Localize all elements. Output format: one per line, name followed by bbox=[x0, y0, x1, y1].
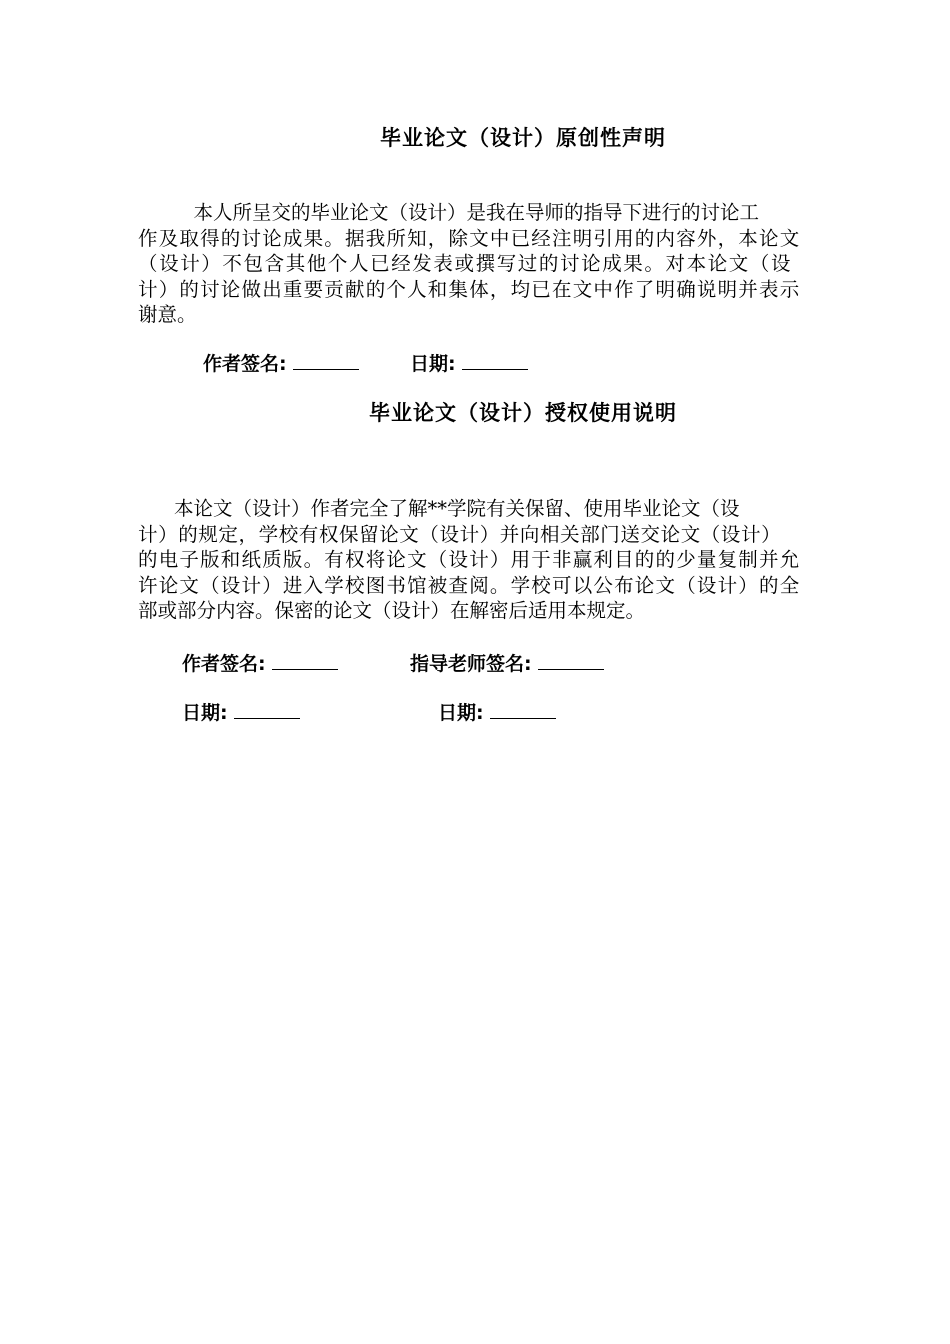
authorization-line: 计）的规定，学校有权保留论文（设计）并向相关部门送交论文（设计） bbox=[138, 522, 782, 546]
date-blank[interactable] bbox=[234, 704, 300, 719]
declaration-line: （设计）不包含其他个人已经发表或撰写过的讨论成果。对本论文（设 bbox=[138, 252, 793, 275]
date-label: 日期: bbox=[182, 702, 228, 724]
date-blank[interactable] bbox=[462, 355, 528, 370]
authorization-line: 部或部分内容。保密的论文（设计）在解密后适用本规定。 bbox=[138, 599, 646, 622]
authorization-advisor-signature bbox=[410, 649, 604, 676]
date-blank[interactable] bbox=[490, 704, 556, 719]
advisor-signature-label: 指导老师签名: bbox=[410, 653, 532, 675]
declaration-line: 谢意。 bbox=[138, 303, 197, 326]
author-signature-blank[interactable] bbox=[272, 655, 338, 670]
date-label: 日期: bbox=[438, 702, 484, 724]
authorization-advisor-date bbox=[438, 698, 556, 725]
authorization-author-signature bbox=[182, 649, 338, 676]
declaration-paragraph bbox=[138, 200, 858, 328]
authorization-line: 本论文（设计）作者完全了解**学院有关保留、使用毕业论文（设 bbox=[174, 497, 740, 520]
authorization-author-date bbox=[182, 698, 300, 725]
authorization-paragraph bbox=[138, 496, 858, 624]
declaration-line: 本人所呈交的毕业论文（设计）是我在导师的指导下进行的讨论工 bbox=[174, 201, 760, 224]
author-signature-label: 作者签名: bbox=[203, 353, 287, 375]
authorization-title: 毕业论文（设计）授权使用说明 bbox=[369, 401, 677, 425]
declaration-author-signature bbox=[203, 349, 359, 376]
declaration-line: 作及取得的讨论成果。据我所知，除文中已经注明引用的内容外，本论文 bbox=[138, 226, 801, 250]
declaration-line: 计）的讨论做出重要贡献的个人和集体，均已在文中作了明确说明并表示 bbox=[138, 277, 801, 301]
authorization-line: 的电子版和纸质版。有权将论文（设计）用于非赢利目的的少量复制并允 bbox=[138, 548, 801, 571]
author-signature-blank[interactable] bbox=[293, 355, 359, 370]
declaration-date bbox=[410, 349, 528, 376]
date-label: 日期: bbox=[410, 353, 456, 375]
authorization-line: 许论文（设计）进入学校图书馆被查阅。学校可以公布论文（设计）的全 bbox=[138, 573, 801, 597]
author-signature-label: 作者签名: bbox=[182, 653, 266, 675]
declaration-title: 毕业论文（设计）原创性声明 bbox=[380, 126, 666, 150]
advisor-signature-blank[interactable] bbox=[538, 655, 604, 670]
